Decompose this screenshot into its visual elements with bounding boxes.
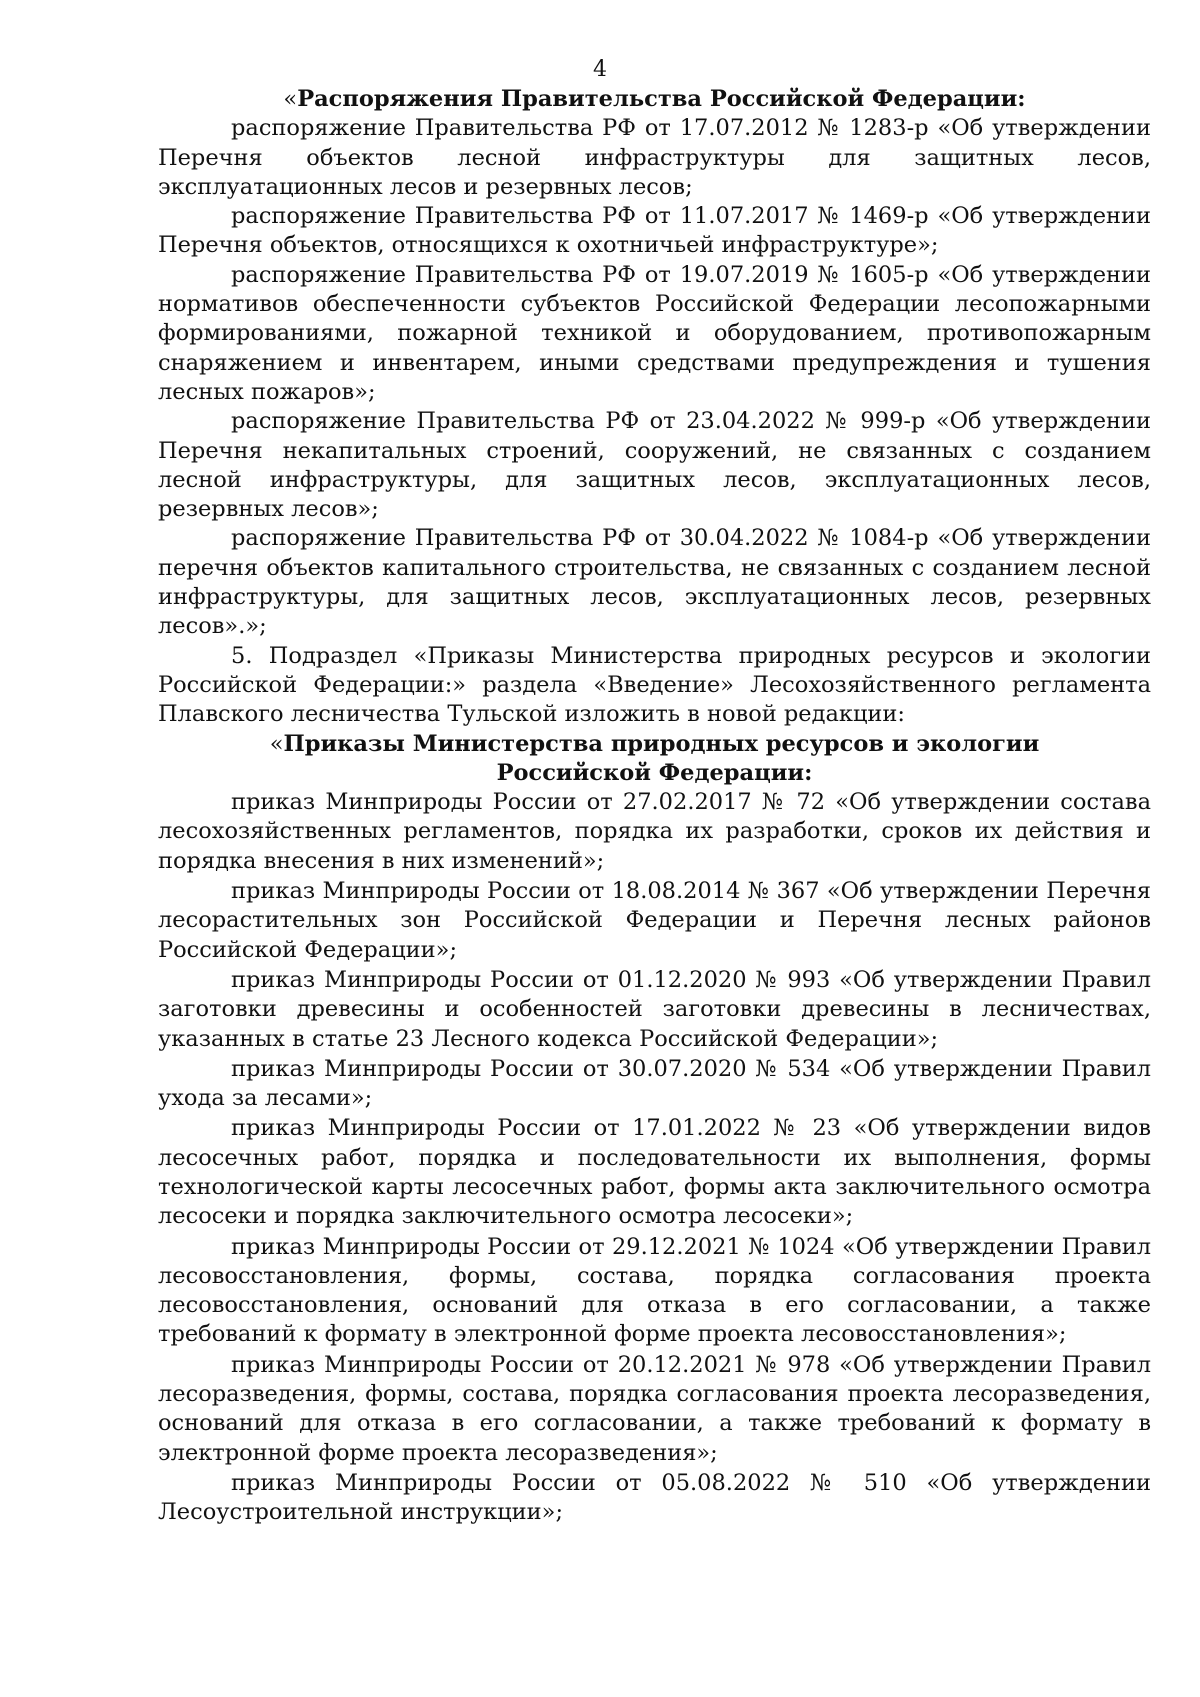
section-heading-ministry-orders-line2	[158, 759, 1151, 788]
list-item: приказ Минприроды России от 17.01.2022 № 23 «Об утверждении видов лесосечных работ, порядка и последовательности их выполнения, формы технологической карты лесосечных работ, формы акта заключительного осмотра лесосеки и порядка заключительного осмотра лесосеки»;	[158, 1115, 1151, 1230]
list-item: приказ Минприроды России от 01.12.2020 № 993 «Об утверждении Правил заготовки древесины и особенностей заготовки древесины в лесничествах, указанных в статье 23 Лесного кодекса Российской Федерации»;	[158, 966, 1151, 1052]
list-item: распоряжение Правительства РФ от 23.04.2022 № 999-р «Об утверждении Перечня некапитальных строений, сооружений, не связанных с созданием лесной инфраструктуры, для защитных лесов, эксплуатационных лесов, резервных лесов»;	[158, 408, 1151, 523]
heading-text-line1: Приказы Министерства природных ресурсов и экологии	[283, 730, 1040, 757]
list-item: приказ Минприроды России от 29.12.2021 № 1024 «Об утверждении Правил лесовосстановления, формы, состава, порядка согласования проекта лесовосстановления, оснований для отказа в его согласовании, а также требований к формату в электронной форме проекта лесовосстановления»;	[158, 1233, 1151, 1348]
list-item: приказ Минприроды России от 20.12.2021 № 978 «Об утверждении Правил лесоразведения, формы, состава, порядка согласования проекта лесоразведения, оснований для отказа в его согласовании, а также требований к формату в электронной форме проекта лесоразведения»;	[158, 1351, 1151, 1466]
paragraph-point-5: 5. Подраздел «Приказы Министерства природных ресурсов и экологии Российской Федерации:» раздела «Введение» Лесохозяйственного регламента Плавского лесничества Тульской изложить в новой редакции:	[158, 642, 1151, 728]
list-item: распоряжение Правительства РФ от 19.07.2019 № 1605-р «Об утверждении нормативов обеспеченности субъектов Российской Федерации лесопожарными формированиями, пожарной техникой и оборудованием, противопожарным снаряжением и инвентарем, иными средствами предупреждения и тушения лесных пожаров»;	[158, 261, 1151, 405]
document-body	[158, 85, 1151, 1528]
list-item: распоряжение Правительства РФ от 17.07.2012 № 1283-р «Об утверждении Перечня объектов лесной инфраструктуры для защитных лесов, эксплуатационных лесов и резервных лесов;	[158, 115, 1151, 200]
section-heading-government-orders	[158, 85, 1151, 114]
list-item: приказ Минприроды России от 18.08.2014 № 367 «Об утверждении Перечня лесорастительных зон Российской Федерации и Перечня лесных районов Российской Федерации»;	[158, 878, 1151, 963]
heading-text-line2: Российской Федерации:	[496, 759, 813, 786]
opening-quote: «	[269, 730, 284, 757]
list-item: приказ Минприроды России от 05.08.2022 № 510 «Об утверждении Лесоустроительной инструкции»;	[158, 1469, 1151, 1526]
list-item: распоряжение Правительства РФ от 11.07.2017 № 1469-р «Об утверждении Перечня объектов, относящихся к охотничьей инфраструктуре»;	[158, 203, 1151, 259]
list-item: приказ Минприроды России от 27.02.2017 № 72 «Об утверждении состава лесохозяйственных регламентов, порядка их разработки, сроков их действия и порядка внесения в них изменений»;	[158, 789, 1151, 874]
list-item: распоряжение Правительства РФ от 30.04.2022 № 1084-р «Об утверждении перечня объектов капитального строительства, не связанных с созданием лесной инфраструктуры, для защитных лесов, эксплуатационных лесов, резервных лесов».»;	[158, 525, 1151, 640]
page-number: 4	[593, 57, 607, 82]
section-heading-ministry-orders	[158, 730, 1151, 759]
heading-text: Распоряжения Правительства Российской Федерации:	[297, 86, 1026, 112]
list-item: приказ Минприроды России от 30.07.2020 № 534 «Об утверждении Правил ухода за лесами»;	[158, 1055, 1151, 1112]
opening-quote: «	[283, 86, 298, 112]
